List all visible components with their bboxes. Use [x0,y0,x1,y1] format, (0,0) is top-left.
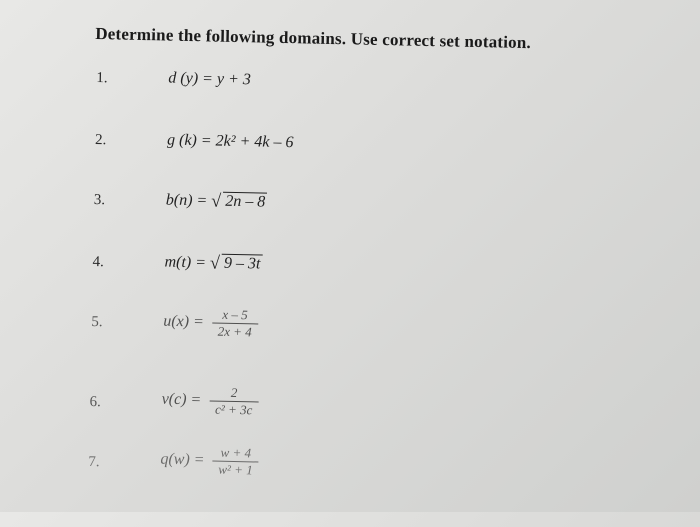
problem-number: 5. [91,313,103,331]
problem-number: 4. [92,253,104,271]
problem-number: 7. [88,453,100,471]
fraction [209,384,259,418]
numerator: x – 5 [222,306,248,323]
radical-sign: √ [209,252,221,273]
function-name: u(x) = [163,312,205,331]
function-rule: 2k² + 4k – 6 [215,132,294,152]
problem-expression [167,132,294,153]
denominator: 2x + 4 [211,323,257,341]
problem-expression [163,305,258,340]
function-rule: y + 3 [216,70,252,89]
problem-number: 1. [96,70,108,87]
worksheet-title: Determine the following domains. Use correct set notation. [95,24,532,53]
radicand: 9 – 3t [222,254,263,273]
fraction [211,307,258,341]
problem-expression [161,383,259,418]
radicand: 2n – 8 [223,192,267,211]
radical-sign: √ [211,190,222,211]
problem-number: 3. [93,192,106,209]
square-root [211,192,267,211]
fraction [212,445,259,479]
square-root [210,254,263,273]
problem-number: 2. [94,132,107,149]
function-name: g (k) = [166,131,212,150]
problem-number: 6. [89,393,102,411]
function-name: d (y) = [168,69,214,88]
function-name: m(t) = [164,253,207,272]
function-name: v(c) = [161,390,202,409]
numerator: 2 [230,384,238,401]
numerator: w + 4 [220,444,252,461]
problem-expression [160,443,259,478]
denominator: c² + 3c [209,400,259,418]
problem-expression [168,70,251,90]
function-name: b(n) = [165,191,208,210]
denominator: w² + 1 [212,461,259,479]
problem-expression [164,254,262,274]
problem-expression [166,192,268,212]
function-name: q(w) = [160,450,205,469]
